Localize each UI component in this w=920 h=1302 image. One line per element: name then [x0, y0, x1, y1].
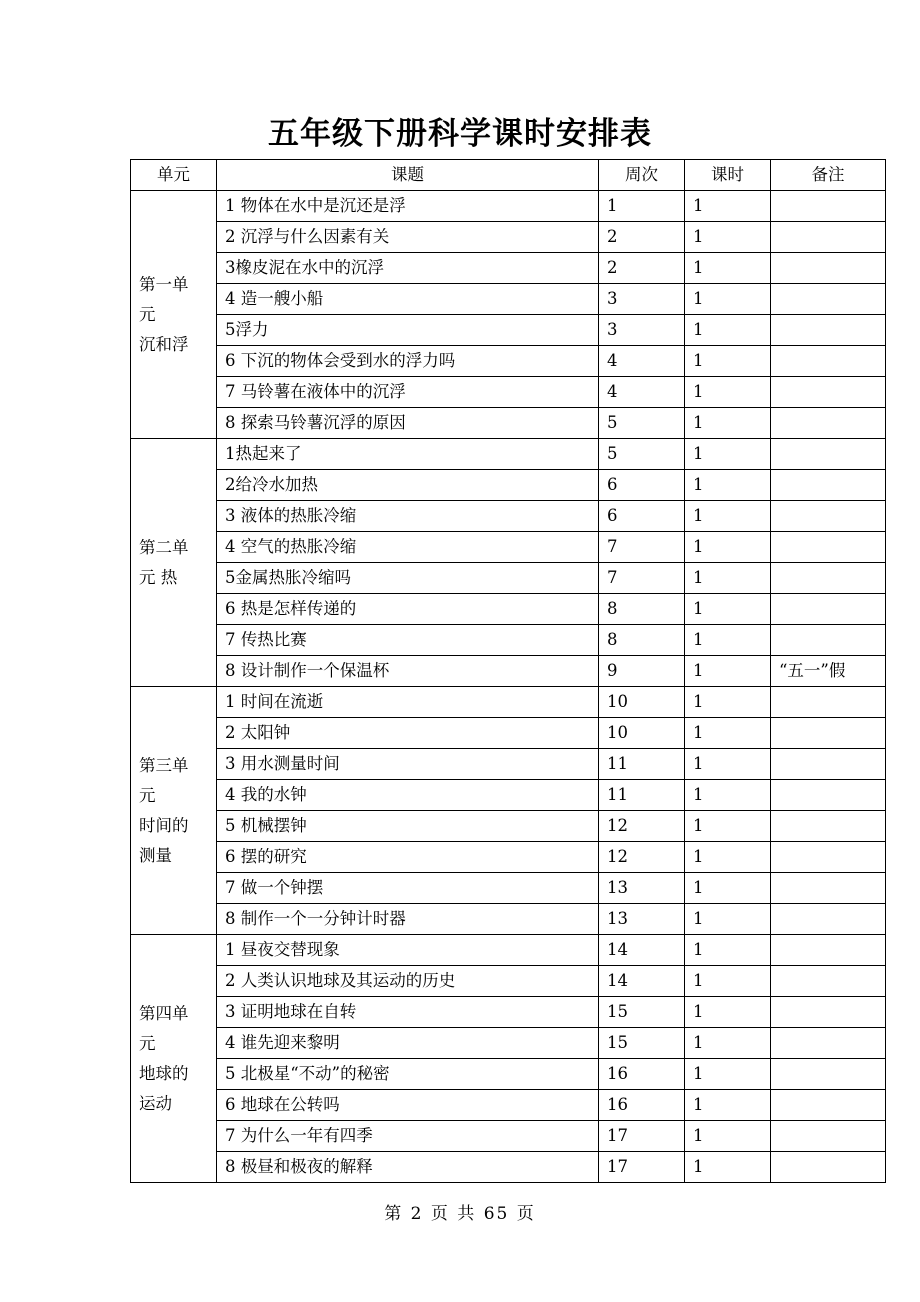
table-row: [131, 501, 886, 532]
note-cell: [771, 191, 886, 222]
week-cell: 2: [599, 222, 685, 253]
week-cell: 9: [599, 656, 685, 687]
note-cell: [771, 811, 886, 842]
note-cell: [771, 284, 886, 315]
note-cell: [771, 997, 886, 1028]
header-hours: 课时: [685, 160, 771, 191]
topic-cell: 7 做一个钟摆: [217, 873, 599, 904]
note-cell: [771, 687, 886, 718]
table-row: [131, 315, 886, 346]
hours-cell: 1: [685, 997, 771, 1028]
note-cell: [771, 718, 886, 749]
hours-cell: 1: [685, 935, 771, 966]
week-cell: 6: [599, 501, 685, 532]
unit-label-line: 测量: [139, 845, 172, 865]
week-cell: 5: [599, 439, 685, 470]
week-cell: 10: [599, 687, 685, 718]
note-cell: [771, 1028, 886, 1059]
topic-cell: 3 证明地球在自转: [217, 997, 599, 1028]
topic-cell: 2 人类认识地球及其运动的历史: [217, 966, 599, 997]
note-cell: [771, 749, 886, 780]
table-row: [131, 811, 886, 842]
topic-cell: 3 液体的热胀冷缩: [217, 501, 599, 532]
hours-cell: 1: [685, 904, 771, 935]
topic-cell: 8 探索马铃薯沉浮的原因: [217, 408, 599, 439]
topic-cell: 1热起来了: [217, 439, 599, 470]
table-row: [131, 346, 886, 377]
topic-cell: 3 用水测量时间: [217, 749, 599, 780]
note-cell: [771, 625, 886, 656]
note-cell: [771, 1152, 886, 1183]
note-cell: [771, 1121, 886, 1152]
unit-label-line: 元 热: [139, 567, 178, 587]
unit-cell: [131, 191, 217, 439]
header-note: 备注: [771, 160, 886, 191]
unit-cell: [131, 687, 217, 935]
week-cell: 8: [599, 594, 685, 625]
hours-cell: 1: [685, 377, 771, 408]
topic-cell: 5 北极星“不动”的秘密: [217, 1059, 599, 1090]
note-cell: [771, 1059, 886, 1090]
table-row: [131, 532, 886, 563]
table-row: [131, 284, 886, 315]
note-cell: [771, 501, 886, 532]
topic-cell: 7 传热比赛: [217, 625, 599, 656]
table-row: [131, 408, 886, 439]
note-cell: [771, 780, 886, 811]
table-row: [131, 687, 886, 718]
topic-cell: 6 摆的研究: [217, 842, 599, 873]
topic-cell: 2 太阳钟: [217, 718, 599, 749]
topic-cell: 6 热是怎样传递的: [217, 594, 599, 625]
table-row: [131, 1059, 886, 1090]
hours-cell: 1: [685, 1121, 771, 1152]
table-row: [131, 1121, 886, 1152]
hours-cell: 1: [685, 842, 771, 873]
hours-cell: 1: [685, 594, 771, 625]
table-row: [131, 439, 886, 470]
week-cell: 11: [599, 780, 685, 811]
hours-cell: 1: [685, 222, 771, 253]
week-cell: 2: [599, 253, 685, 284]
note-cell: “五一”假: [771, 656, 886, 687]
week-cell: 13: [599, 873, 685, 904]
topic-cell: 2 沉浮与什么因素有关: [217, 222, 599, 253]
unit-label-line: 第二单: [139, 537, 189, 557]
unit-label-line: 第三单: [139, 755, 189, 775]
hours-cell: 1: [685, 656, 771, 687]
week-cell: 14: [599, 935, 685, 966]
week-cell: 5: [599, 408, 685, 439]
note-cell: [771, 532, 886, 563]
week-cell: 8: [599, 625, 685, 656]
table-row: [131, 594, 886, 625]
table-row: [131, 780, 886, 811]
table-row: [131, 997, 886, 1028]
hours-cell: 1: [685, 346, 771, 377]
note-cell: [771, 315, 886, 346]
table-row: [131, 563, 886, 594]
week-cell: 4: [599, 377, 685, 408]
note-cell: [771, 1090, 886, 1121]
table-row: [131, 842, 886, 873]
hours-cell: 1: [685, 1090, 771, 1121]
topic-cell: 8 制作一个一分钟计时器: [217, 904, 599, 935]
hours-cell: 1: [685, 284, 771, 315]
topic-cell: 2给冷水加热: [217, 470, 599, 501]
hours-cell: 1: [685, 749, 771, 780]
topic-cell: 1 物体在水中是沉还是浮: [217, 191, 599, 222]
unit-label-line: 沉和浮: [139, 334, 189, 354]
hours-cell: 1: [685, 408, 771, 439]
table-row: [131, 904, 886, 935]
week-cell: 15: [599, 1028, 685, 1059]
week-cell: 14: [599, 966, 685, 997]
note-cell: [771, 408, 886, 439]
hours-cell: 1: [685, 1028, 771, 1059]
hours-cell: 1: [685, 315, 771, 346]
note-cell: [771, 966, 886, 997]
week-cell: 10: [599, 718, 685, 749]
table-row: [131, 749, 886, 780]
week-cell: 11: [599, 749, 685, 780]
table-row: [131, 718, 886, 749]
unit-cell: [131, 935, 217, 1183]
note-cell: [771, 222, 886, 253]
topic-cell: 6 地球在公转吗: [217, 1090, 599, 1121]
unit-label-line: 地球的: [139, 1063, 189, 1083]
topic-cell: 1 昼夜交替现象: [217, 935, 599, 966]
table-row: [131, 966, 886, 997]
topic-cell: 6 下沉的物体会受到水的浮力吗: [217, 346, 599, 377]
week-cell: 16: [599, 1090, 685, 1121]
hours-cell: 1: [685, 532, 771, 563]
note-cell: [771, 377, 886, 408]
topic-cell: 8 极昼和极夜的解释: [217, 1152, 599, 1183]
hours-cell: 1: [685, 501, 771, 532]
note-cell: [771, 935, 886, 966]
header-topic: 课题: [217, 160, 599, 191]
note-cell: [771, 439, 886, 470]
unit-label-line: 第一单: [139, 274, 189, 294]
table-row: [131, 1028, 886, 1059]
week-cell: 7: [599, 563, 685, 594]
schedule-table: [130, 159, 886, 1183]
table-row: [131, 470, 886, 501]
hours-cell: 1: [685, 1059, 771, 1090]
unit-cell: [131, 439, 217, 687]
note-cell: [771, 470, 886, 501]
header-row: [131, 160, 886, 191]
hours-cell: 1: [685, 687, 771, 718]
table-row: [131, 935, 886, 966]
hours-cell: 1: [685, 966, 771, 997]
week-cell: 12: [599, 811, 685, 842]
week-cell: 12: [599, 842, 685, 873]
unit-label-line: 时间的: [139, 815, 189, 835]
hours-cell: 1: [685, 811, 771, 842]
table-row: [131, 1152, 886, 1183]
page-title: 五年级下册科学课时安排表: [268, 116, 652, 152]
hours-cell: 1: [685, 470, 771, 501]
week-cell: 1: [599, 191, 685, 222]
week-cell: 3: [599, 284, 685, 315]
hours-cell: 1: [685, 625, 771, 656]
table-row: [131, 377, 886, 408]
hours-cell: 1: [685, 253, 771, 284]
week-cell: 17: [599, 1152, 685, 1183]
hours-cell: 1: [685, 563, 771, 594]
topic-cell: 4 谁先迎来黎明: [217, 1028, 599, 1059]
week-cell: 16: [599, 1059, 685, 1090]
note-cell: [771, 594, 886, 625]
topic-cell: 4 我的水钟: [217, 780, 599, 811]
table-row: [131, 253, 886, 284]
note-cell: [771, 346, 886, 377]
topic-cell: 5金属热胀冷缩吗: [217, 563, 599, 594]
unit-label-line: 第四单: [139, 1003, 189, 1023]
table-row: [131, 873, 886, 904]
header-unit: 单元: [131, 160, 217, 191]
topic-cell: 3橡皮泥在水中的沉浮: [217, 253, 599, 284]
unit-label-line: 元: [139, 304, 156, 324]
unit-label-line: 元: [139, 785, 156, 805]
week-cell: 4: [599, 346, 685, 377]
note-cell: [771, 253, 886, 284]
table-row: [131, 222, 886, 253]
unit-label-line: 元: [139, 1033, 156, 1053]
topic-cell: 7 为什么一年有四季: [217, 1121, 599, 1152]
unit-label-line: 运动: [139, 1093, 172, 1113]
topic-cell: 5浮力: [217, 315, 599, 346]
week-cell: 3: [599, 315, 685, 346]
topic-cell: 1 时间在流逝: [217, 687, 599, 718]
header-week: 周次: [599, 160, 685, 191]
hours-cell: 1: [685, 1152, 771, 1183]
week-cell: 17: [599, 1121, 685, 1152]
table-row: [131, 1090, 886, 1121]
table-row: [131, 625, 886, 656]
note-cell: [771, 873, 886, 904]
hours-cell: 1: [685, 780, 771, 811]
hours-cell: 1: [685, 439, 771, 470]
table-row: [131, 191, 886, 222]
week-cell: 7: [599, 532, 685, 563]
topic-cell: 8 设计制作一个保温杯: [217, 656, 599, 687]
page-footer: 第 2 页 共 65 页: [384, 1204, 536, 1224]
note-cell: [771, 563, 886, 594]
topic-cell: 5 机械摆钟: [217, 811, 599, 842]
topic-cell: 7 马铃薯在液体中的沉浮: [217, 377, 599, 408]
week-cell: 13: [599, 904, 685, 935]
note-cell: [771, 842, 886, 873]
week-cell: 6: [599, 470, 685, 501]
topic-cell: 4 造一艘小船: [217, 284, 599, 315]
week-cell: 15: [599, 997, 685, 1028]
note-cell: [771, 904, 886, 935]
topic-cell: 4 空气的热胀冷缩: [217, 532, 599, 563]
table-row: [131, 656, 886, 687]
hours-cell: 1: [685, 718, 771, 749]
hours-cell: 1: [685, 191, 771, 222]
hours-cell: 1: [685, 873, 771, 904]
